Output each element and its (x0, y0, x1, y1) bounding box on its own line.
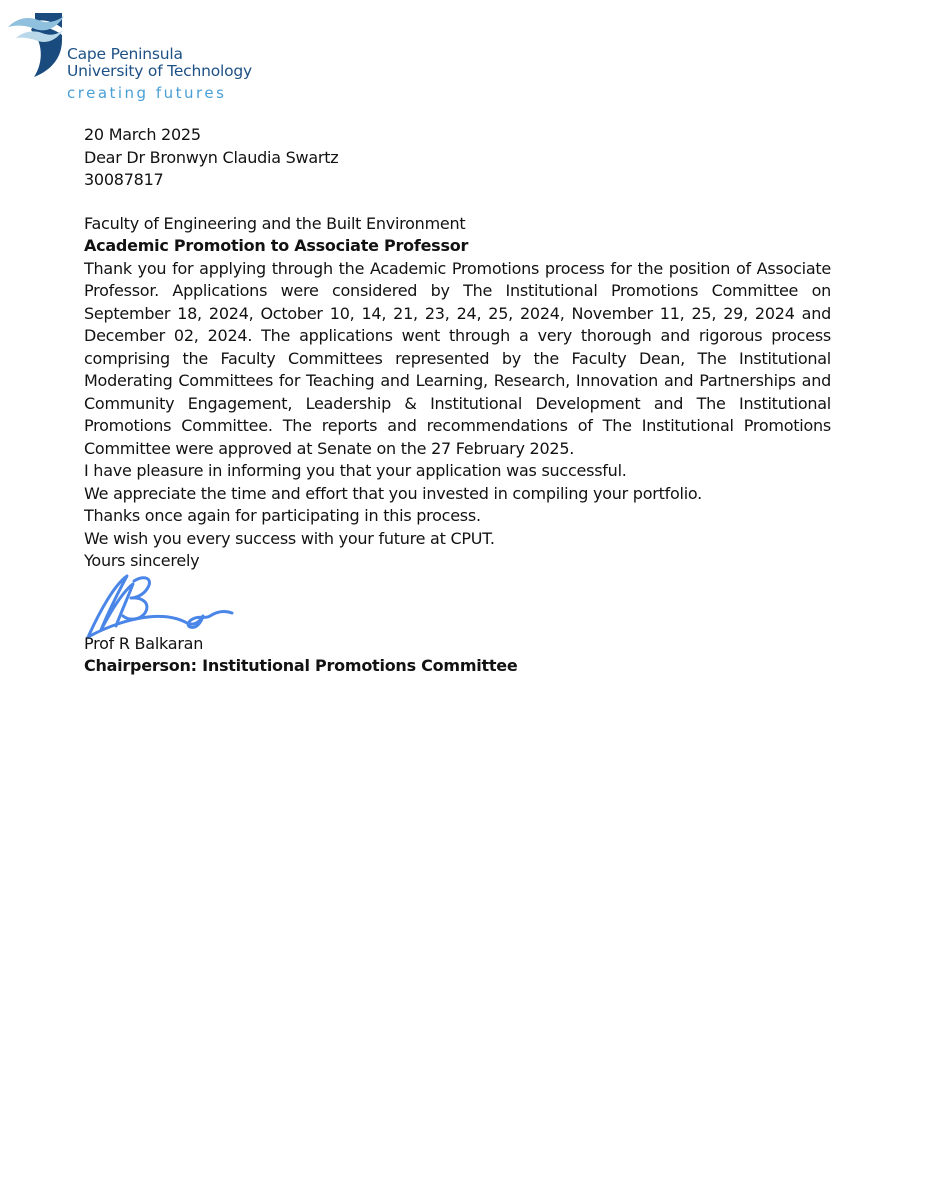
letter-date: 20 March 2025 (84, 125, 201, 144)
body-paragraph-3: We appreciate the time and effort that you invested in compiling your portfolio. (84, 483, 702, 503)
body-paragraph-2: I have pleasure in informing you that your application was successful. (84, 461, 627, 480)
salutation: Dear Dr Bronwyn Claudia Swartz (84, 147, 339, 167)
cput-logo-mark-icon (8, 12, 66, 78)
logo-name-line1: Cape Peninsula (67, 45, 183, 63)
subject-line: Academic Promotion to Associate Professor (84, 236, 469, 255)
recipient-block (84, 147, 831, 192)
letter-content (84, 124, 831, 678)
signatory-title: Chairperson: Institutional Promotions Committee (84, 656, 518, 675)
body-paragraph-1: Thank you for applying through the Academic Promotions process for the position of Associate Professor. Applications were considered by The Institutional Promotions Committee on September 18, 2024, October 10, 14, 21, 23, 24, 25, 2024, November 11, 25, 29, 2024 and December 02, 2024. The applications went through a very thorough and rigorous process comprising the Faculty Committees represented by the Faculty Dean, The Institutional Moderating Committees for Teaching and Learning, Research, Innovation and Partnerships and Community Engagement, Leadership & Institutional Development and The Institutional Promotions Committee. The reports and recommendations of The Institutional Promotions Committee were approved at Senate on the 27 February 2025. (84, 258, 831, 458)
signature-image (86, 573, 236, 639)
closing-line: Yours sincerely (84, 551, 200, 570)
logo-name-line2: University of Technology (67, 61, 253, 80)
logo-tagline: creating futures (67, 84, 227, 102)
body-paragraph-5: We wish you every success with your future at CPUT. (84, 528, 495, 548)
body-paragraph-4: Thanks once again for participating in this process. (84, 506, 481, 525)
signatory-name: Prof R Balkaran (84, 633, 204, 653)
faculty-line: Faculty of Engineering and the Built Environment (84, 213, 466, 233)
staff-number: 30087817 (84, 170, 164, 189)
cput-logo (8, 12, 258, 104)
